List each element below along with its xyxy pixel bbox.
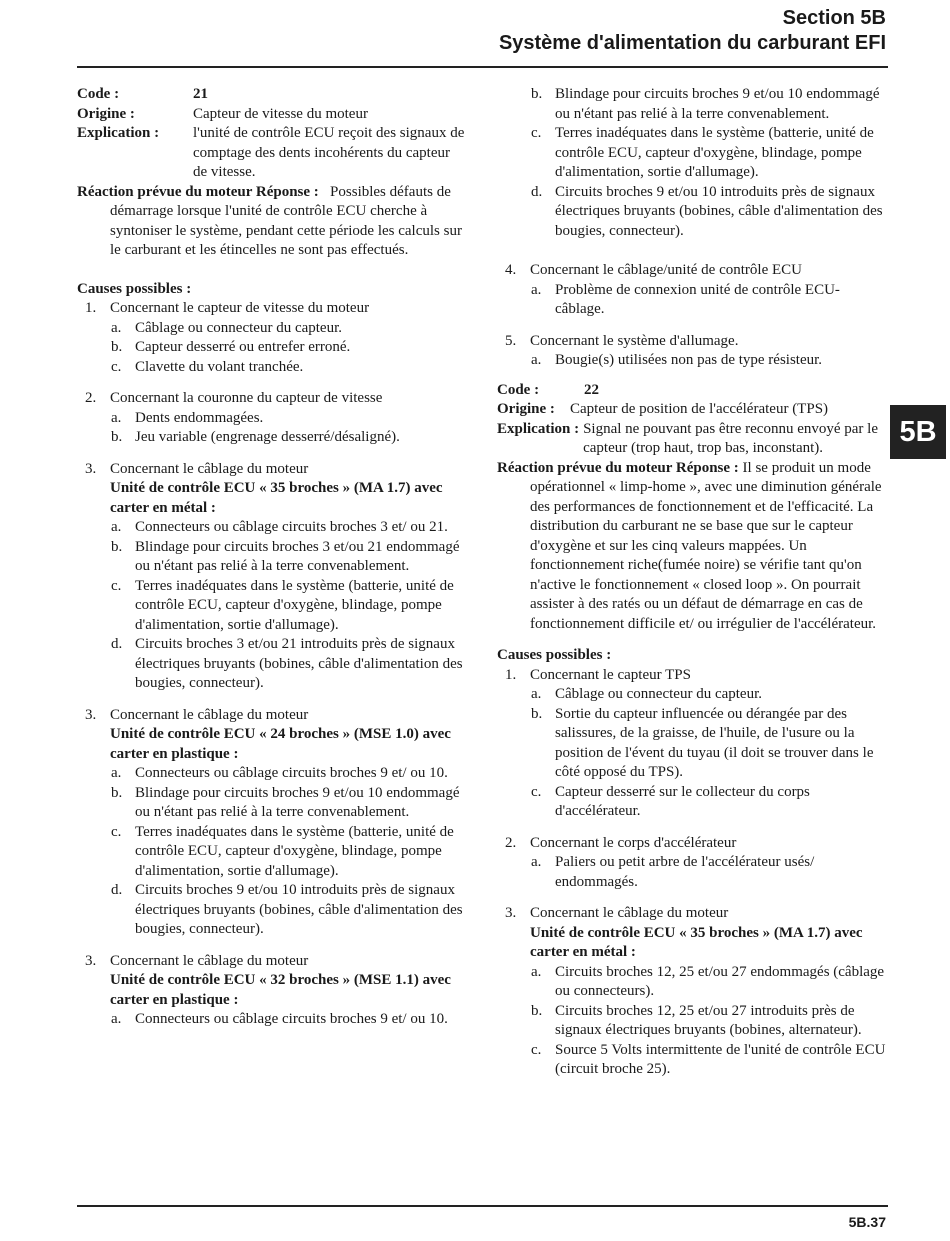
subitem-letter: c. (111, 823, 122, 840)
cause-group (77, 389, 467, 448)
code-value: 21 (193, 86, 208, 102)
code-row (497, 381, 889, 401)
cause-number: 3. (85, 460, 97, 477)
cause-subitem (77, 338, 467, 358)
cause-title: Concernant le câblage du moteur (530, 905, 729, 921)
cause-heading (77, 952, 467, 972)
reaction-text: Possibles défauts de démarrage lorsque l'unité de contrôle ECU cherche à syntoniser le système, pendant cette période les calculs sur le carburant et les étincelles ne sont pas effectués. (110, 183, 462, 258)
reaction-label: Réaction prévue du moteur Réponse : (497, 459, 739, 476)
cause-number: 5. (505, 332, 517, 349)
ecu-variant-heading: Unité de contrôle ECU « 24 broches » (MSE 1.0) avec carter en plastique : (110, 726, 451, 762)
origin-label: Origine : (77, 105, 135, 122)
cause-subitem (497, 85, 889, 124)
cause-heading (77, 460, 467, 480)
cause-heading (77, 706, 467, 726)
subitem-text: Capteur desserré sur le collecteur du corps d'accélérateur. (555, 783, 810, 819)
cause-subitem (77, 881, 467, 940)
cause-subitem (77, 538, 467, 577)
subitem-letter: a. (111, 319, 122, 336)
causes-list (77, 299, 467, 1030)
subitem-letter: c. (531, 125, 542, 141)
subitem-text: Terres inadéquates dans le système (batterie, unité de contrôle ECU, capteur d'oxygène, blindage, pompe d'alimentation, sortie d'allumage). (135, 823, 454, 879)
causes-list-continued (497, 261, 889, 371)
subitem-text: Circuits broches 9 et/ou 10 introduits près de signaux électriques bruyants (bobines, câble d'alimentation des bougies, connecteur). (555, 183, 883, 239)
cause-heading (77, 299, 467, 319)
subitem-text: Connecteurs ou câblage circuits broches 3 et/ ou 21. (135, 519, 448, 535)
subitem-letter: a. (531, 686, 542, 702)
subitem-letter: b. (531, 705, 543, 722)
subitem-text: Capteur desserré ou entrefer erroné. (135, 339, 351, 355)
cause-group (77, 299, 467, 377)
cause-number: 3. (505, 905, 517, 921)
subitem-text: Clavette du volant tranchée. (135, 358, 304, 375)
subitem-letter: c. (531, 783, 542, 800)
subitem-text: Blindage pour circuits broches 9 et/ou 10 endommagé ou n'étant pas relié à la terre convenablement. (135, 784, 460, 820)
code-row (77, 85, 467, 105)
subitem-text: Terres inadéquates dans le système (batterie, unité de contrôle ECU, capteur d'oxygène, blindage, pompe d'alimentation, sortie d'allumage). (135, 577, 454, 633)
page-header (499, 6, 886, 56)
cause-heading (77, 389, 467, 409)
causes-heading: Causes possibles : (497, 647, 612, 663)
cause-title: Concernant le corps d'accélérateur (530, 834, 737, 851)
cause-group (77, 952, 467, 1030)
reaction-label: Réaction prévue du moteur Réponse : (77, 183, 319, 200)
cause-number: 3. (85, 952, 97, 969)
subitem-text: Circuits broches 9 et/ou 10 introduits près de signaux électriques bruyants (bobines, câble d'alimentation des bougies, connecteur). (135, 882, 463, 937)
cause-subitem (77, 409, 467, 429)
cause-heading (497, 332, 889, 352)
section-tab: 5B (890, 405, 946, 459)
subitem-letter: b. (531, 86, 543, 102)
page-number: 5B.37 (848, 1214, 886, 1230)
cause-title: Concernant le capteur TPS (530, 666, 691, 683)
cause-subitem (497, 351, 889, 371)
subitem-text: Terres inadéquates dans le système (batterie, unité de contrôle ECU, capteur d'oxygène, blindage, pompe d'alimentation, sortie d'allumage). (555, 125, 874, 180)
explanation-value: Signal ne pouvant pas être reconnu envoyé par le capteur (trop haut, trop bas, inconstant). (583, 420, 878, 456)
cause-subitem (77, 1010, 467, 1030)
section-label: Section 5B (782, 7, 886, 29)
origin-row (77, 105, 467, 125)
origin-row (497, 400, 889, 420)
cause-subitem (77, 428, 467, 448)
subitem-text: Connecteurs ou câblage circuits broches 9 et/ ou 10. (135, 1011, 448, 1027)
subitem-letter: d. (111, 636, 123, 652)
cause-heading (497, 904, 889, 924)
subitem-text: Bougie(s) utilisées non pas de type résisteur. (555, 352, 823, 368)
cause-title: Concernant le câblage du moteur (110, 706, 309, 723)
reaction-text: Il se produit un mode opérationnel « limp-home », avec une diminution générale des performances de fonctionnement et de l'efficacité. La distribution du carburant ne se base que sur le capteur d'oxygène et sur les cinq valeurs mappées. Un fonctionnement riche(fumée noire) se vérifie tant qu'on n'active le fonctionnement « closed loop ». On pourrait assister à des ratés ou un défaut de démarrage en cas de fonctionnement difficile et/ ou irrégulier de l'accélérateur. (530, 459, 882, 632)
ecu-variant-heading: Unité de contrôle ECU « 35 broches » (MA 1.7) avec carter en métal : (530, 924, 863, 960)
cause-subitem (77, 319, 467, 339)
explanation-row (497, 420, 889, 459)
code-label: Code : (77, 86, 120, 102)
explanation-value: l'unité de contrôle ECU reçoit des signaux de comptage des dents incohérents du capteur de vitesse. (193, 125, 465, 180)
subitem-letter: d. (111, 882, 123, 898)
subitem-letter: b. (111, 538, 123, 555)
subitem-letter: c. (531, 1041, 542, 1058)
subitem-text: Câblage ou connecteur du capteur. (555, 686, 762, 702)
subitem-text: Jeu variable (engrenage desserré/désaligné). (135, 429, 400, 445)
cause-title: Concernant le système d'allumage. (530, 332, 739, 349)
cause-title: Concernant la couronne du capteur de vitesse (110, 390, 383, 406)
cause-subitem (497, 963, 889, 1002)
cause-subitem (77, 784, 467, 823)
right-column (497, 85, 889, 1080)
subitem-letter: b. (111, 429, 123, 445)
cause-subitem (497, 685, 889, 705)
code-22-block (497, 381, 889, 635)
cause-subitem (497, 853, 889, 892)
cause-title: Concernant le câblage du moteur (110, 952, 309, 969)
subitem-letter: c. (111, 358, 122, 375)
continued-items (497, 85, 889, 241)
subitem-letter: c. (111, 577, 122, 594)
cause-number: 1. (505, 666, 517, 683)
cause-title: Concernant le capteur de vitesse du moteur (110, 300, 370, 316)
subitem-letter: b. (111, 339, 123, 355)
footer-rule (77, 1205, 888, 1207)
subitem-letter: a. (531, 352, 542, 368)
cause-number: 1. (85, 300, 97, 316)
subitem-letter: a. (111, 519, 122, 535)
cause-number: 3. (85, 706, 97, 723)
explanation-label: Explication : (497, 420, 580, 437)
origin-value: Capteur de vitesse du moteur (193, 105, 368, 122)
subitem-text: Source 5 Volts intermittente de l'unité de contrôle ECU (circuit broche 25). (555, 1041, 886, 1077)
section-title: Système d'alimentation du carburant EFI (498, 32, 886, 54)
subitem-text: Blindage pour circuits broches 9 et/ou 10 endommagé ou n'étant pas relié à la terre convenablement. (555, 86, 880, 122)
subitem-text: Problème de connexion unité de contrôle ECU-câblage. (555, 281, 840, 317)
subitem-text: Blindage pour circuits broches 3 et/ou 21 endommagé ou n'étant pas relié à la terre convenablement. (135, 538, 460, 574)
cause-group (497, 261, 889, 320)
cause-heading (497, 666, 889, 686)
subitem-letter: a. (531, 854, 542, 870)
causes-heading: Causes possibles : (77, 280, 192, 297)
cause-group (497, 834, 889, 893)
subitem-text: Circuits broches 12, 25 et/ou 27 endommagés (câblage ou connecteurs). (555, 963, 885, 999)
subitem-text: Circuits broches 3 et/ou 21 introduits près de signaux électriques bruyants (bobines, câble d'alimentation des bougies, connecteur). (135, 636, 463, 691)
header-rule (77, 66, 888, 68)
explanation-row (77, 124, 467, 183)
cause-subitem (77, 764, 467, 784)
cause-subitem (497, 1002, 889, 1041)
cause-subitem (497, 281, 889, 320)
cause-title: Concernant le câblage/unité de contrôle ECU (530, 262, 802, 278)
explanation-label: Explication : (77, 125, 160, 141)
subitem-letter: b. (111, 784, 123, 801)
causes-list (497, 666, 889, 1080)
subitem-letter: a. (531, 281, 542, 298)
cause-subitem (497, 183, 889, 242)
reaction-block (77, 183, 467, 261)
subitem-letter: b. (531, 1002, 543, 1019)
subitem-text: Câblage ou connecteur du capteur. (135, 319, 342, 336)
cause-subitem (77, 518, 467, 538)
cause-title: Concernant le câblage du moteur (110, 460, 309, 477)
cause-heading (497, 261, 889, 281)
ecu-variant-heading: Unité de contrôle ECU « 32 broches » (MSE 1.1) avec carter en plastique : (110, 972, 451, 1008)
cause-number: 4. (505, 262, 517, 278)
cause-subitem (77, 635, 467, 694)
cause-subitem (77, 823, 467, 882)
subitem-letter: d. (531, 183, 543, 200)
cause-group (497, 904, 889, 1080)
cause-subitem (497, 1041, 889, 1080)
subitem-letter: a. (111, 409, 122, 426)
reaction-block (497, 459, 889, 635)
cause-group (77, 460, 467, 694)
cause-number: 2. (85, 390, 97, 406)
subitem-text: Paliers ou petit arbre de l'accélérateur usés/ endommagés. (555, 854, 815, 890)
cause-group (77, 706, 467, 940)
cause-group (497, 332, 889, 371)
cause-number: 2. (505, 834, 517, 851)
cause-subitem (497, 124, 889, 183)
code-value: 22 (584, 381, 599, 398)
cause-group (497, 666, 889, 822)
ecu-variant-heading: Unité de contrôle ECU « 35 broches » (MA 1.7) avec carter en métal : (110, 480, 443, 516)
code-label: Code : (497, 381, 540, 398)
origin-label: Origine : (497, 401, 555, 417)
subitem-letter: a. (111, 765, 122, 781)
subitem-letter: a. (111, 1011, 122, 1027)
origin-value: Capteur de position de l'accélérateur (TPS) (570, 401, 829, 417)
left-column (77, 85, 467, 1030)
subitem-text: Dents endommagées. (135, 409, 264, 426)
subitem-text: Circuits broches 12, 25 et/ou 27 introduits près de signaux électriques bruyants (bobines, alternateur). (555, 1002, 862, 1038)
subitem-text: Sortie du capteur influencée ou dérangée par des salissures, de la graisse, de l'huile, de l'usure ou la position de l'évent du tuyau (il doit se trouver dans le côté opposé du TPS). (555, 705, 874, 780)
cause-subitem (77, 577, 467, 636)
subitem-letter: a. (531, 963, 542, 980)
cause-subitem (497, 705, 889, 783)
cause-subitem (77, 358, 467, 378)
cause-heading (497, 834, 889, 854)
subitem-text: Connecteurs ou câblage circuits broches 9 et/ ou 10. (135, 765, 448, 781)
cause-subitem (497, 783, 889, 822)
